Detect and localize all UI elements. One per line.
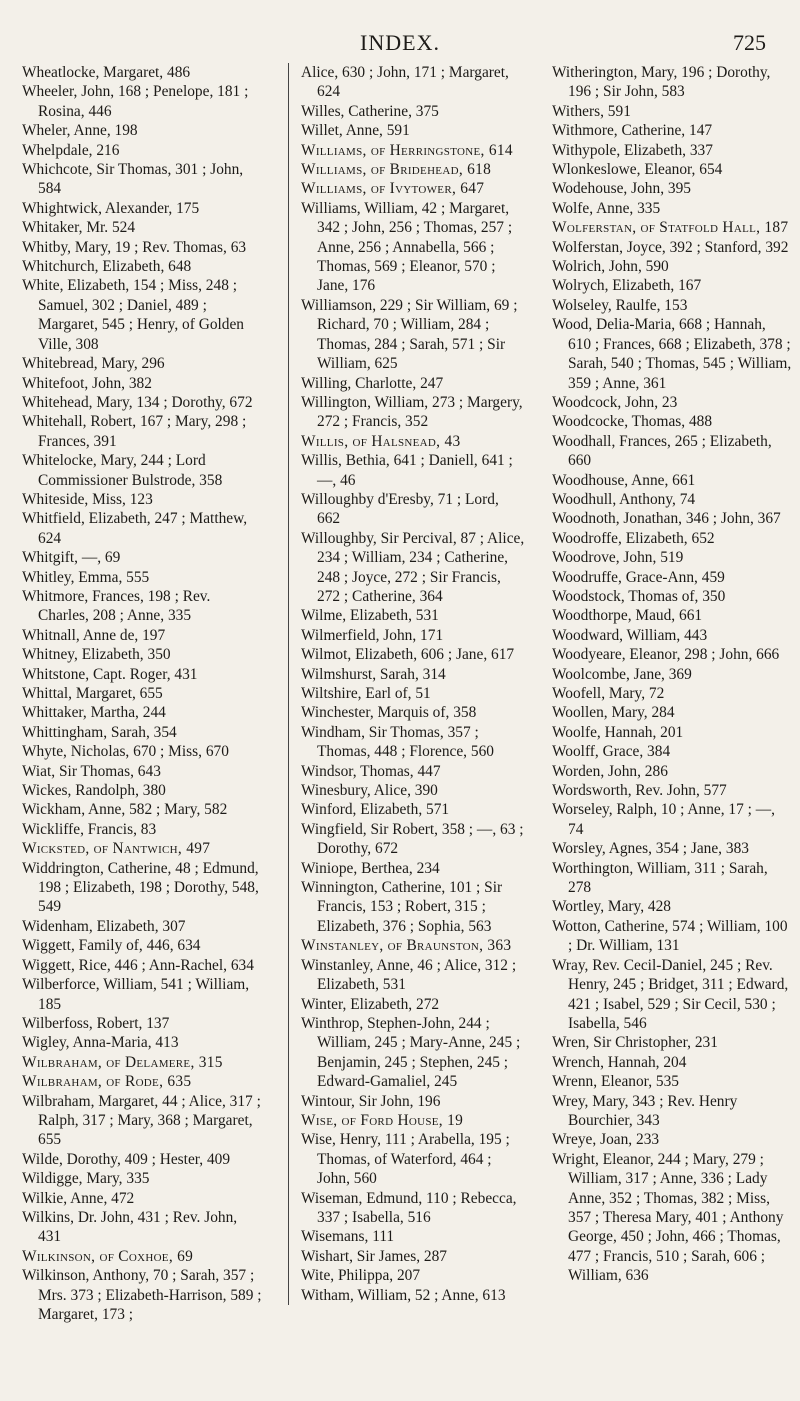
index-entry: Woolfe, Hannah, 201 [552, 723, 684, 741]
index-entry: Willis, of Halsnead, 43 [301, 432, 461, 450]
index-entry: Wheeler, John, 168 ; Penelope, 181 ; Rosina, 446 [22, 83, 249, 120]
index-entry: Woollen, Mary, 284 [552, 704, 675, 722]
index-entry: Witham, William, 52 ; Anne, 613 [301, 1286, 506, 1304]
index-entry: Wingfield, Sir Robert, 358 ; —, 63 ; Dorothy, 672 [301, 820, 524, 858]
index-entry: Whittal, Margaret, 655 [22, 685, 163, 702]
page-header [0, 0, 800, 70]
index-entry: Whitfield, Elizabeth, 247 ; Matthew, 624 [22, 510, 248, 547]
index-entry: Wheatlocke, Margaret, 486 [22, 64, 191, 81]
index-entry: Woofell, Mary, 72 [552, 685, 665, 702]
index-entry: Woodroffe, Elizabeth, 652 [552, 529, 715, 547]
page-number: 725 [733, 30, 766, 55]
index-entry: Willis, Bethia, 641 ; Daniell, 641 ; —, 46 [301, 452, 513, 489]
index-entry: Wortley, Mary, 428 [552, 898, 672, 916]
index-entry: Wrey, Mary, 343 ; Rev. Henry Bourchier, 343 [552, 1092, 738, 1129]
index-entry: Williams, of Ivytower, 647 [301, 180, 485, 198]
index-entry: Wintour, Sir John, 196 [301, 1092, 441, 1110]
index-entry: Winiope, Berthea, 234 [301, 859, 440, 877]
index-entry: Wolrych, Elizabeth, 167 [552, 277, 702, 295]
index-entry: Wiltshire, Earl of, 51 [301, 685, 431, 702]
index-entry: Williams, William, 42 ; Margaret, 342 ; John, 256 ; Thomas, 257 ; Anne, 256 ; Annabella, 566 ; Thomas, 569 ; Eleanor, 570 ; Jane, 176 [301, 199, 513, 295]
index-entry: Willington, William, 273 ; Margery, 272 ; Francis, 352 [301, 393, 523, 431]
index-entry: Whitelocke, Mary, 244 ; Lord Commissioner Bulstrode, 358 [22, 452, 223, 489]
index-entry: Woodhouse, Anne, 661 [552, 471, 696, 489]
index-entry: Wolferstan, Joyce, 392 ; Stanford, 392 [552, 238, 789, 256]
index-entry: Wood, Delia-Maria, 668 ; Hannah, 610 ; Frances, 668 ; Elizabeth, 378 ; Sarah, 540 ; Thomas, 545 ; William, 359 ; Anne, 361 [552, 316, 792, 392]
index-entry: Whittingham, Sarah, 354 [22, 723, 177, 741]
index-entry: Wilmot, Elizabeth, 606 ; Jane, 617 [301, 646, 515, 664]
index-entry: Woodrove, John, 519 [552, 549, 684, 567]
index-entry: Whitmore, Frances, 198 ; Rev. Charles, 208 ; Anne, 335 [22, 587, 211, 625]
index-entry: Woodstock, Thomas of, 350 [552, 587, 726, 605]
index-entry: Woodthorpe, Maud, 661 [552, 607, 703, 625]
index-entry: Wishart, Sir James, 287 [301, 1247, 448, 1265]
index-entry: Wilkie, Anne, 472 [22, 1189, 135, 1207]
index-entry: Winnington, Catherine, 101 ; Sir Francis, 153 ; Robert, 315 ; Elizabeth, 376 ; Sophia, 563 [301, 879, 503, 935]
index-entry: Wren, Sir Christopher, 231 [552, 1034, 718, 1052]
index-entry: Withypole, Elizabeth, 337 [552, 141, 713, 159]
index-entry: Wotton, Catherine, 574 ; William, 100 ; Dr. William, 131 [552, 917, 788, 955]
index-entry: Worsley, Agnes, 354 ; Jane, 383 [552, 840, 749, 858]
index-entry: Wickes, Randolph, 380 [22, 782, 166, 800]
index-entry: Willes, Catherine, 375 [301, 102, 439, 120]
index-entry: Woodhull, Anthony, 74 [552, 490, 696, 508]
index-entry: Wrench, Hannah, 204 [552, 1053, 687, 1071]
index-entry: Winchester, Marquis of, 358 [301, 704, 477, 722]
index-entry: Williamson, 229 ; Sir William, 69 ; Richard, 70 ; William, 284 ; Thomas, 284 ; Sarah, 571 ; Sir William, 625 [301, 296, 518, 373]
index-entry: Wiat, Sir Thomas, 643 [22, 762, 161, 780]
index-entry: Whitebread, Mary, 296 [22, 355, 165, 373]
index-entry: Whelpdale, 216 [22, 141, 120, 159]
index-entry: Winesbury, Alice, 390 [301, 782, 438, 800]
index-entry: Wisemans, 111 [301, 1228, 395, 1246]
index-entry: Wreye, Joan, 233 [552, 1131, 660, 1149]
index-entry: Wiggett, Family of, 446, 634 [22, 937, 201, 955]
index-entry: Whitefoot, John, 382 [22, 374, 152, 392]
index-entry: Wiggett, Rice, 446 ; Ann-Rachel, 634 [22, 956, 254, 974]
index-entry: Woodnoth, Jonathan, 346 ; John, 367 [552, 510, 781, 528]
index-entry: Wickham, Anne, 582 ; Mary, 582 [22, 801, 228, 819]
index-entry: Whitchurch, Elizabeth, 648 [22, 258, 192, 276]
index-entry: Whyte, Nicholas, 670 ; Miss, 670 [22, 743, 229, 761]
index-entry: Whitaker, Mr. 524 [22, 219, 136, 237]
index-entry: Whitehall, Robert, 167 ; Mary, 298 ; Frances, 391 [22, 413, 247, 450]
index-entry: Whitehead, Mary, 134 ; Dorothy, 672 [22, 393, 253, 411]
index-entry: Winstanley, Anne, 46 ; Alice, 312 ; Elizabeth, 531 [301, 956, 517, 994]
index-entry: Widenham, Elizabeth, 307 [22, 917, 186, 935]
index-entry: Wray, Rev. Cecil-Daniel, 245 ; Rev. Henry, 245 ; Bridget, 311 ; Edward, 421 ; Isabel, 529 ; Sir Cecil, 530 ; Isabella, 546 [552, 956, 789, 1032]
index-entry: Wilme, Elizabeth, 531 [301, 607, 439, 625]
index-entry: Withmore, Catherine, 147 [552, 122, 713, 140]
index-entry: Wilde, Dorothy, 409 ; Hester, 409 [22, 1150, 231, 1168]
index-entry: Worthington, William, 311 ; Sarah, 278 [552, 859, 768, 897]
index-entry: Winthrop, Stephen-John, 244 ; William, 245 ; Mary-Anne, 245 ; Benjamin, 245 ; Stephen, 245 ; Edward-Gamaliel, 245 [301, 1014, 521, 1091]
index-entry: Whitby, Mary, 19 ; Rev. Thomas, 63 [22, 238, 247, 256]
index-entry: Wodehouse, John, 395 [552, 180, 691, 198]
index-entry: Wolrich, John, 590 [552, 258, 669, 276]
index-entry: White, Elizabeth, 154 ; Miss, 248 ; Samuel, 302 ; Daniel, 489 ; Margaret, 545 ; Henry, of Golden Ville, 308 [22, 277, 245, 353]
index-entry: Whitnall, Anne de, 197 [22, 626, 166, 644]
index-entry: Witherington, Mary, 196 ; Dorothy, 196 ; Sir John, 583 [552, 64, 771, 101]
index-entry: Winstanley, of Braunston, 363 [301, 937, 512, 955]
index-entry: Wilberfoss, Robert, 137 [22, 1014, 170, 1032]
index-entry: Whitstone, Capt. Roger, 431 [22, 665, 198, 683]
index-entry: Whiteside, Miss, 123 [22, 490, 153, 508]
index-entry: Wickliffe, Francis, 83 [22, 820, 157, 838]
index-entry: Widdrington, Catherine, 48 ; Edmund, 198 ; Elizabeth, 198 ; Dorothy, 548, 549 [22, 859, 259, 916]
index-entry: Wilmerfield, John, 171 [301, 626, 444, 644]
index-entry: Wiseman, Edmund, 110 ; Rebecca, 337 ; Isabella, 516 [301, 1189, 517, 1226]
index-entry: Woodruffe, Grace-Ann, 459 [552, 568, 725, 586]
index-entry: Wheler, Anne, 198 [22, 122, 138, 140]
index-entry: Woodcock, John, 23 [552, 393, 678, 411]
index-entry: Williams, of Herringstone, 614 [301, 141, 513, 159]
index-entry: Wolferstan, of Statfold Hall, 187 [552, 219, 789, 237]
index-entry: Withers, 591 [552, 102, 631, 120]
index-entry: Whittaker, Martha, 244 [22, 704, 166, 722]
index-entry: Wildigge, Mary, 335 [22, 1170, 150, 1188]
index-entry: Wigley, Anna-Maria, 413 [22, 1034, 179, 1052]
index-entry: Winter, Elizabeth, 272 [301, 995, 440, 1013]
index-entry: Willing, Charlotte, 247 [301, 374, 444, 392]
index-entry: Woodyeare, Eleanor, 298 ; John, 666 [552, 646, 780, 664]
index-entry: Woolff, Grace, 384 [552, 743, 671, 761]
index-entry: Wilbraham, of Delamere, 315 [22, 1053, 223, 1071]
index-entry: Willoughby d'Eresby, 71 ; Lord, 662 [301, 490, 499, 528]
index-entry: Wolseley, Raulfe, 153 [552, 296, 688, 314]
index-entry: Woodhall, Frances, 265 ; Elizabeth, 660 [552, 432, 772, 470]
index-entry: Worden, John, 286 [552, 762, 668, 780]
index-entry: Woolcombe, Jane, 369 [552, 665, 692, 683]
index-entry: Worseley, Ralph, 10 ; Anne, 17 ; —, 74 [552, 801, 776, 838]
index-column-3 [552, 63, 792, 1286]
index-entry: Wilberforce, William, 541 ; William, 185 [22, 976, 250, 1013]
index-entry: Wilbraham, Margaret, 44 ; Alice, 317 ; Ralph, 317 ; Mary, 368 ; Margaret, 655 [22, 1092, 261, 1149]
index-column-2 [288, 63, 525, 1305]
index-entry: Wilkinson, Anthony, 70 ; Sarah, 357 ; Mrs. 373 ; Elizabeth-Harrison, 589 ; Margaret, 173 ; [22, 1267, 262, 1323]
index-entry: Wordsworth, Rev. John, 577 [552, 782, 727, 800]
index-entry: Windham, Sir Thomas, 357 ; Thomas, 448 ; Florence, 560 [301, 723, 494, 761]
index-entry: Wilmshurst, Sarah, 314 [301, 665, 446, 683]
index-entry: Wilkinson, of Coxhoe, 69 [22, 1247, 194, 1265]
index-entry: Whightwick, Alexander, 175 [22, 199, 200, 217]
index-entry: Whitgift, —, 69 [22, 549, 121, 567]
index-entry: Wicksted, of Nantwich, 497 [22, 840, 211, 858]
index-entry: Wlonkeslowe, Eleanor, 654 [552, 161, 723, 179]
index-entry: Wite, Philippa, 207 [301, 1267, 421, 1285]
index-entry: Williams, of Bridehead, 618 [301, 161, 492, 179]
index-entry: Woodward, William, 443 [552, 626, 708, 644]
page-title: INDEX. [360, 30, 440, 55]
index-entry: Wise, of Ford House, 19 [301, 1111, 464, 1129]
index-entry: Winford, Elizabeth, 571 [301, 801, 450, 819]
index-entry: Wrenn, Eleanor, 535 [552, 1073, 679, 1091]
index-entry: Whitney, Elizabeth, 350 [22, 646, 171, 664]
index-entry: Windsor, Thomas, 447 [301, 762, 441, 780]
index-entry: Willoughby, Sir Percival, 87 ; Alice, 234 ; William, 234 ; Catherine, 248 ; Joyce, 272 ; Sir Francis, 272 ; Catherine, 364 [301, 529, 525, 605]
index-entry: Wise, Henry, 111 ; Arabella, 195 ; Thomas, of Waterford, 464 ; John, 560 [301, 1131, 510, 1188]
index-entry: Wright, Eleanor, 244 ; Mary, 279 ; William, 317 ; Anne, 336 ; Lady Anne, 352 ; Thomas, 382 ; Miss, 357 ; Theresa Mary, 401 ; Anthony George, 450 ; John, 466 ; Thomas, 477 ; Francis, 510 ; Sarah, 606 ; William, 636 [552, 1150, 784, 1285]
index-entry: Willet, Anne, 591 [301, 122, 410, 140]
index-entry: Whichcote, Sir Thomas, 301 ; John, 584 [22, 161, 244, 198]
index-entry: Woodcocke, Thomas, 488 [552, 413, 713, 431]
index-entry: Whitley, Emma, 555 [22, 568, 150, 586]
index-entry: Wilbraham, of Rode, 635 [22, 1073, 192, 1091]
index-column-1 [22, 63, 262, 1324]
index-entry: Wolfe, Anne, 335 [552, 199, 661, 217]
index-entry: Wilkins, Dr. John, 431 ; Rev. John, 431 [22, 1208, 238, 1246]
index-entry: Alice, 630 ; John, 171 ; Margaret, 624 [301, 64, 509, 101]
